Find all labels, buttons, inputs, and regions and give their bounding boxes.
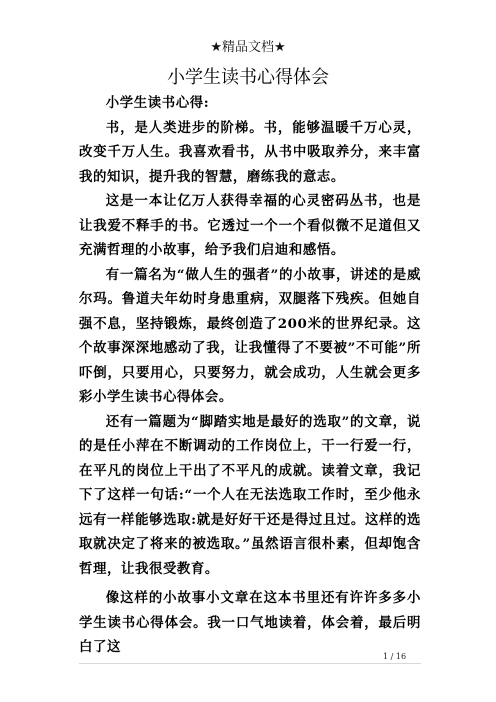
paragraph-3: 有一篇名为“做人生的强者”的小故事，讲述的是威尔玛。鲁道夫年幼时身患重病，双腿落下残疾。但她自强不息，坚持锻炼，最终创造了200米的世界纪录。这个故事深深地感动了我，让我懂得了不要被”不可能”所吓倒，只要用心，只要努力，就会成功，人生就会更多彩小学生读书心得体会。 xyxy=(79,266,421,405)
paragraph-1: 书，是人类进步的阶梯。书，能够温暖千万心灵，改变千万人生。我喜欢看书，从书中吸取养分，来丰富我的知识，提升我的智慧，磨练我的意志。 xyxy=(79,119,421,185)
document-body xyxy=(79,91,421,660)
page-number: 1 / 16 xyxy=(383,652,407,661)
paragraph-4: 还有一篇题为“脚踏实地是最好的选取”的文章，说的是任小萍在不断调动的工作岗位上，干一行爱一行，在平凡的岗位上干出了不平凡的成就。读着文章，我记下了这样一句话:“一个人在无法选取工作时，至少他永远有一样能够选取:就是好好干还是得过且过。这样的选取就决定了将来的被选取。”虽然语言很朴素，但却饱含哲理，让我很受教育。 xyxy=(79,413,421,577)
paragraph-2: 这是一本让亿万人获得幸福的心灵密码丛书，也是让我爱不释手的书。它透过一个一个看似微不足道但又充满哲理的小故事，给予我们启迪和感悟。 xyxy=(79,193,421,258)
document-title: 小学生读书心得体会 xyxy=(167,67,329,88)
header-mark: ★精品文档★ xyxy=(210,40,286,55)
paragraph-5: 像这样的小故事小文章在这本书里还有许许多多小学生读书心得体会。我一口气地读着，体会着，最后明白了这 xyxy=(79,590,421,655)
footer-divider xyxy=(79,663,421,664)
paragraph-intro: 小学生读书心得: xyxy=(105,95,210,111)
